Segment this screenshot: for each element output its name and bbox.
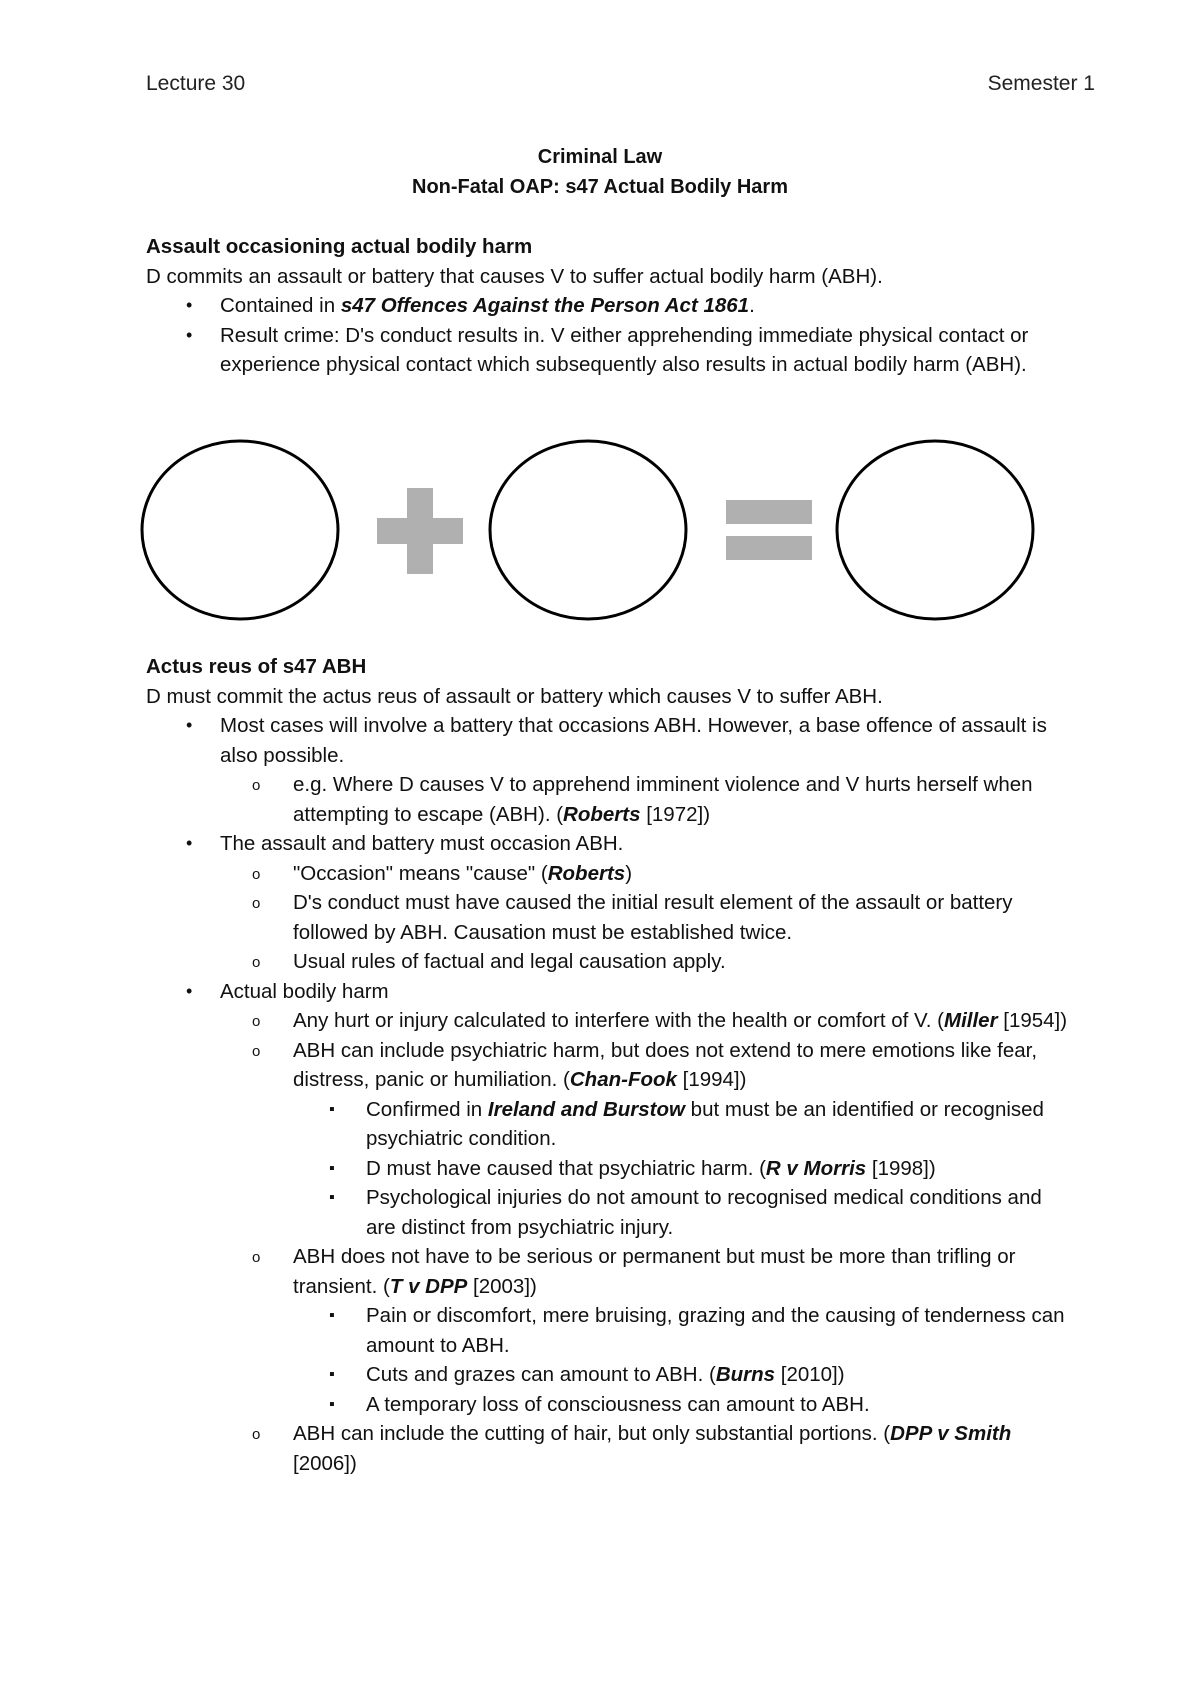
case-name: Roberts <box>563 802 641 826</box>
sub-sub-item <box>293 1154 1076 1184</box>
text: D must have caused that psychiatric harm. ( <box>366 1156 766 1180</box>
empty-circle-1 <box>142 441 338 619</box>
case-name: Roberts <box>547 861 626 885</box>
text: Actual bodily harm <box>220 979 389 1003</box>
text: [1972]) <box>640 802 711 826</box>
text: [1954]) <box>997 1009 1068 1032</box>
section-intro: D must commit the actus reus of assault or battery which causes V to suffer ABH. <box>146 684 883 708</box>
case-name: DPP v Smith <box>890 1422 1012 1445</box>
sub-list <box>220 1006 1076 1478</box>
text: Cuts and grazes can amount to ABH. ( <box>366 1363 716 1386</box>
section-intro: D commits an assault or battery that causes V to suffer actual bodily harm (ABH). <box>146 264 883 288</box>
text: [2010]) <box>775 1363 845 1386</box>
case-name: Burns <box>715 1363 776 1386</box>
text: Any hurt or injury calculated to interfere with the health or comfort of V. ( <box>293 1009 945 1032</box>
sub-item: o Usual rules of factual and legal causation apply. <box>220 947 1076 977</box>
text: [2006]) <box>293 1451 357 1475</box>
equation-diagram <box>140 432 1060 622</box>
text: but must be an identified or recognised psychiatric condition. <box>366 1097 1044 1150</box>
text: ) <box>625 861 633 885</box>
text: Contained in <box>220 294 341 317</box>
text: Confirmed in <box>366 1097 488 1121</box>
bullet-list <box>146 291 1076 380</box>
list-item <box>146 829 1076 977</box>
list-item: • Result crime: D's conduct results in. V either apprehending immediate physical contact or experience physical contact which subsequently also results in actual bodily harm (ABH). <box>146 321 1076 380</box>
list-item <box>146 711 1076 829</box>
header-semester: Semester 1 <box>987 72 1095 95</box>
text: [1994]) <box>676 1068 747 1091</box>
text: [1998]) <box>866 1156 936 1180</box>
plus-icon <box>377 488 463 574</box>
sub-list <box>220 859 1076 977</box>
text: e.g. Where D causes V to apprehend imminent violence and V hurts herself when attempting to escape (ABH). ( <box>293 773 1033 826</box>
sub-sub-item: ▪ A temporary loss of consciousness can amount to ABH. <box>293 1390 1076 1420</box>
bullet-list <box>146 711 1076 1478</box>
case-name: R v Morris <box>765 1156 867 1180</box>
sub-item <box>220 1036 1076 1243</box>
text: The assault and battery must occasion ABH. <box>220 832 624 855</box>
sub-item <box>220 859 1076 889</box>
sub-item <box>220 1419 1076 1478</box>
text: [2003]) <box>467 1274 537 1298</box>
document-title: Criminal Law <box>537 146 663 168</box>
sub-item <box>220 1006 1076 1036</box>
sub-sub-list <box>293 1095 1076 1243</box>
sub-sub-item: ▪ Psychological injuries do not amount to recognised medical conditions and are distinct from psychiatric injury. <box>293 1183 1076 1242</box>
equals-icon <box>726 500 812 560</box>
sub-sub-item <box>293 1095 1076 1154</box>
header-lecture: Lecture 30 <box>146 72 246 95</box>
sub-list <box>220 770 1076 829</box>
text: ABH can include psychiatric harm, but does not extend to mere emotions like fear, distress, panic or humiliation. ( <box>293 1038 1038 1091</box>
text: "Occasion" means "cause" ( <box>293 861 548 885</box>
sub-sub-list <box>293 1301 1076 1419</box>
sub-sub-item <box>293 1360 1076 1390</box>
sub-item: o D's conduct must have caused the initial result element of the assault or battery followed by ABH. Causation must be established twice. <box>220 888 1076 947</box>
case-name: Chan-Fook <box>569 1068 677 1091</box>
section-heading: Actus reus of s47 ABH <box>146 655 367 678</box>
case-name: T v DPP <box>389 1274 468 1298</box>
list-item <box>146 977 1076 1479</box>
section-assault-occasioning <box>146 232 1076 380</box>
section-heading: Assault occasioning actual bodily harm <box>146 235 533 258</box>
document-subtitle: Non-Fatal OAP: s47 Actual Bodily Harm <box>412 176 788 198</box>
text: Most cases will involve a battery that occasions ABH. However, a base offence of assault is also possible. <box>220 714 1047 767</box>
sub-sub-item: ▪ Pain or discomfort, mere bruising, grazing and the causing of tenderness can amount to ABH. <box>293 1301 1076 1360</box>
text: ABH does not have to be serious or permanent but must be more than trifling or transient. ( <box>293 1245 1016 1298</box>
empty-circle-2 <box>490 441 686 619</box>
sub-item <box>220 770 1076 829</box>
case-name: Ireland and Burstow <box>487 1097 685 1121</box>
list-item <box>146 291 1076 321</box>
text: . <box>749 294 755 317</box>
empty-circle-3 <box>837 441 1033 619</box>
section-actus-reus <box>146 652 1076 1478</box>
case-name: Miller <box>944 1009 998 1032</box>
statute-reference: s47 Offences Against the Person Act 1861 <box>340 294 750 317</box>
text: ABH can include the cutting of hair, but only substantial portions. ( <box>293 1422 891 1445</box>
sub-item <box>220 1242 1076 1419</box>
